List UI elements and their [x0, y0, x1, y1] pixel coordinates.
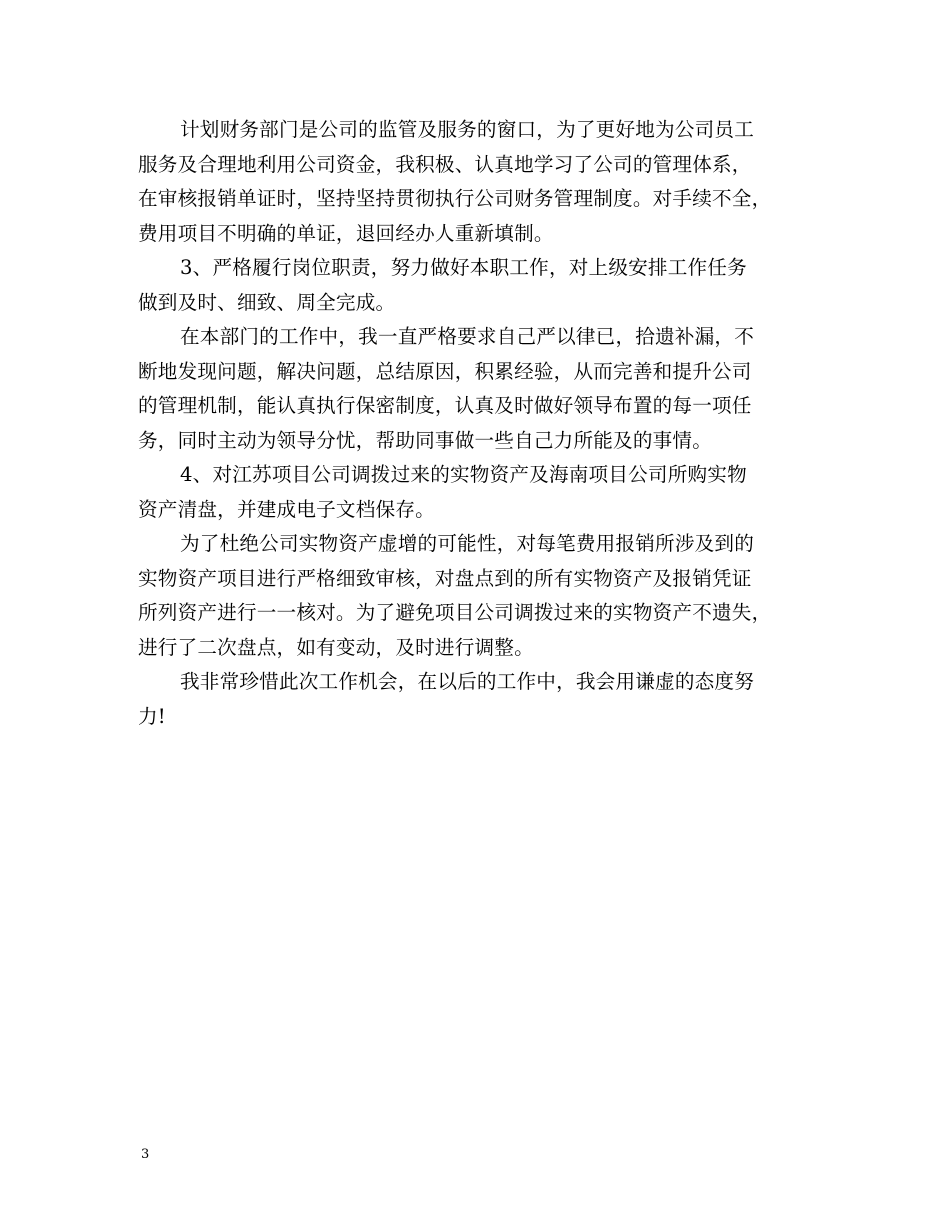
paragraph-line: 务，同时主动为领导分忧，帮助同事做一些自己力所能及的事情。 [138, 428, 713, 452]
paragraph-2 [138, 251, 828, 320]
paragraph-line: 力! [138, 704, 166, 728]
paragraph-4 [138, 458, 828, 527]
paragraph-1 [138, 113, 828, 251]
paragraph-5 [138, 527, 828, 665]
paragraph-line: 进行了二次盘点，如有变动，及时进行调整。 [138, 635, 534, 659]
paragraph-line: 实物资产项目进行严格细致审核，对盘点到的所有实物资产及报销凭证 [138, 566, 752, 590]
paragraph-line: 费用项目不明确的单证，退回经办人重新填制。 [138, 221, 554, 245]
paragraph-line: 断地发现问题，解决问题，总结原因，积累经验，从而完善和提升公司 [138, 359, 752, 383]
paragraph-3 [138, 320, 828, 458]
paragraph-line: 在审核报销单证时，坚持坚持贯彻执行公司财务管理制度。对手续不全， [138, 187, 772, 210]
paragraph-6 [138, 665, 828, 734]
paragraph-line: 计划财务部门是公司的监管及服务的窗口，为了更好地为公司员工 [180, 118, 755, 141]
page-number: 3 [141, 1147, 150, 1162]
paragraph-line: 为了杜绝公司实物资产虚增的可能性，对每笔费用报销所涉及到的 [180, 532, 755, 555]
paragraph-line: 我非常珍惜此次工作机会，在以后的工作中，我会用谦虚的态度努 [180, 670, 755, 693]
paragraph-line: 的管理机制，能认真执行保密制度，认真及时做好领导布置的每一项任 [138, 394, 752, 417]
paragraph-line: 服务及合理地利用公司资金，我积极、认真地学习了公司的管理体系， [138, 152, 752, 176]
paragraph-line: 做到及时、细致、周全完成。 [138, 290, 396, 314]
paragraph-line: 所列资产进行一一核对。为了避免项目公司调拨过来的实物资产不遗失， [138, 601, 772, 624]
paragraph-line: 3、严格履行岗位职责，努力做好本职工作，对上级安排工作任务 [180, 256, 747, 279]
paragraph-line: 4、对江苏项目公司调拨过来的实物资产及海南项目公司所购实物 [180, 463, 747, 486]
paragraph-line: 资产清盘，并建成电子文档保存。 [138, 497, 435, 521]
document-body [138, 113, 828, 734]
paragraph-line: 在本部门的工作中，我一直严格要求自己严以律已，拾遗补漏，不 [180, 325, 755, 348]
